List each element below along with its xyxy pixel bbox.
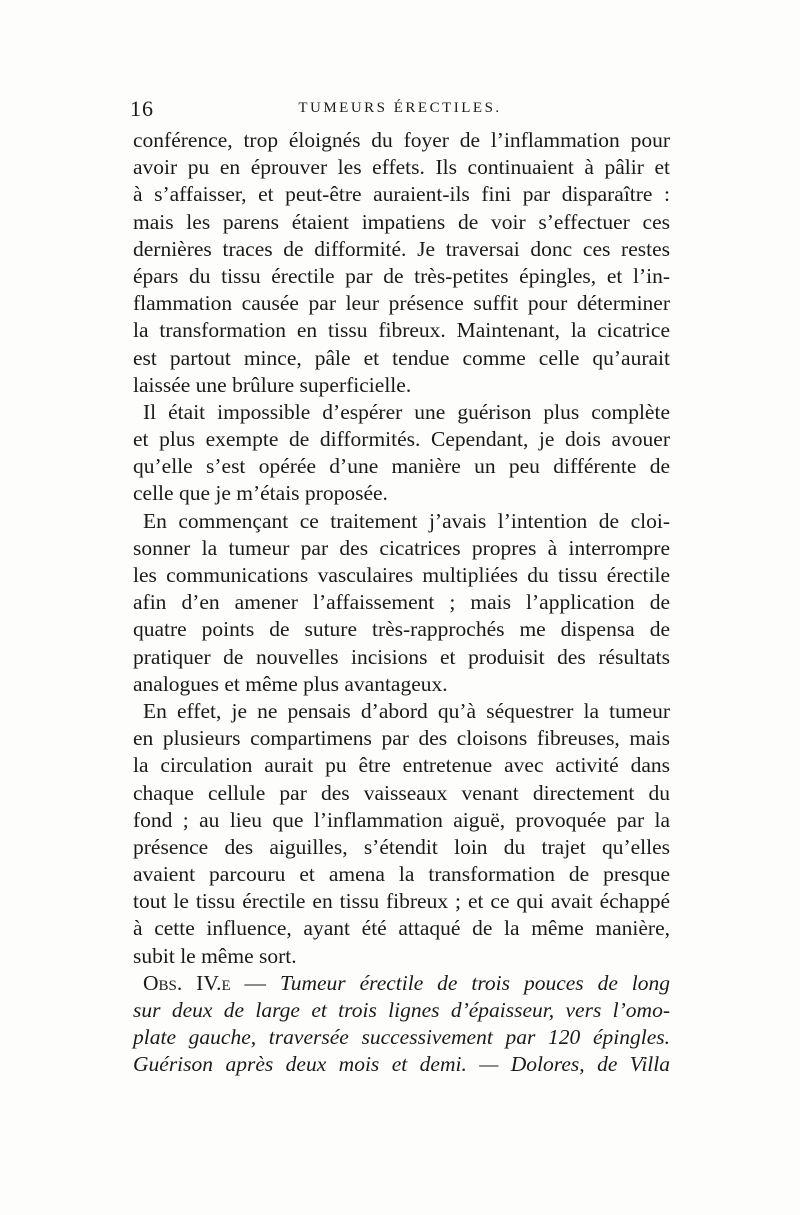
text-line: en plusieurs compartimens par des cloisons fibreuses, mais	[133, 726, 670, 751]
observation-line: Guérison après deux mois et demi. — Dolores, de Villa	[133, 1052, 670, 1077]
observation-title: Tumeur érectile de trois pouces de long	[279, 970, 671, 995]
text-line: chaque cellule par des vaisseaux venant directement du	[133, 780, 670, 805]
text-line: avoir pu en éprouver les effets. Ils continuaient à pâlir et	[133, 155, 670, 180]
running-head	[130, 96, 670, 124]
text-line: laissée une brûlure superficielle.	[133, 372, 412, 397]
text-line: qu’elle s’est opérée d’une manière un peu différente de	[133, 454, 670, 479]
text-line: dernières traces de difformité. Je traversai donc ces restes	[133, 236, 670, 261]
text-line: présence des aiguilles, s’étendit loin du trajet qu’elles	[133, 834, 670, 859]
text-line: sonner la tumeur par des cicatrices propres à interrompre	[133, 535, 670, 560]
observation-label: Obs. IV.e —	[143, 970, 267, 995]
text-line: tout le tissu érectile en tissu fibreux ; et ce qui avait échappé	[133, 889, 670, 914]
text-line: mais les parens étaient impatiens de voir s’effectuer ces	[133, 209, 670, 234]
observation-line: sur deux de large et trois lignes d’épaisseur, vers l’omo-	[133, 998, 670, 1022]
text-line: quatre points de suture très-rapprochés me dispensa de	[133, 617, 670, 642]
body-text	[133, 127, 670, 1079]
text-line: épars du tissu érectile par de très-petites épingles, et l’in-	[133, 263, 670, 288]
text-line: pratiquer de nouvelles incisions et produisit des résultats	[133, 644, 670, 669]
text-line: subit le même sort.	[133, 943, 297, 968]
text-line: à s’affaisser, et peut-être auraient-ils fini par disparaître :	[133, 182, 670, 207]
paragraph-first-line: En effet, je ne pensais d’abord qu’à séquestrer la tumeur	[143, 698, 670, 723]
text-line: est partout mince, pâle et tendue comme celle qu’aurait	[133, 345, 670, 370]
text-line: conférence, trop éloignés du foyer de l’inflammation pour	[133, 128, 670, 152]
text-line: la circulation aurait pu être entretenue avec activité dans	[133, 753, 670, 778]
observation-line: plate gauche, traversée successivement par 120 épingles.	[133, 1025, 670, 1050]
text-line: avaient parcouru et amena la transformation de presque	[133, 862, 670, 887]
text-line: à cette influence, ayant été attaqué de la même manière,	[133, 916, 670, 941]
page-number: 16	[130, 96, 154, 121]
text-line: afin d’en amener l’affaissement ; mais l’application de	[133, 590, 670, 615]
observation-heading-line	[133, 970, 670, 997]
text-line: flammation causée par leur présence suffit pour déterminer	[133, 291, 670, 316]
paragraph-first-line: Il était impossible d’espérer une guérison plus complète	[143, 399, 670, 424]
text-line: analogues et même plus avantageux.	[133, 671, 448, 696]
running-title: TUMEURS ÉRECTILES.	[298, 100, 502, 116]
text-line: la transformation en tissu fibreux. Maintenant, la cicatrice	[133, 318, 670, 343]
text-line: fond ; au lieu que l’inflammation aiguë, provoquée par la	[133, 807, 670, 832]
text-line: et plus exempte de difformités. Cependant, je dois avouer	[133, 427, 670, 452]
text-line: les communications vasculaires multipliées du tissu érectile	[133, 563, 670, 587]
paragraph-first-line: En commençant ce traitement j’avais l’intention de cloi-	[143, 508, 670, 533]
text-line: celle que je m’étais proposée.	[133, 481, 388, 506]
